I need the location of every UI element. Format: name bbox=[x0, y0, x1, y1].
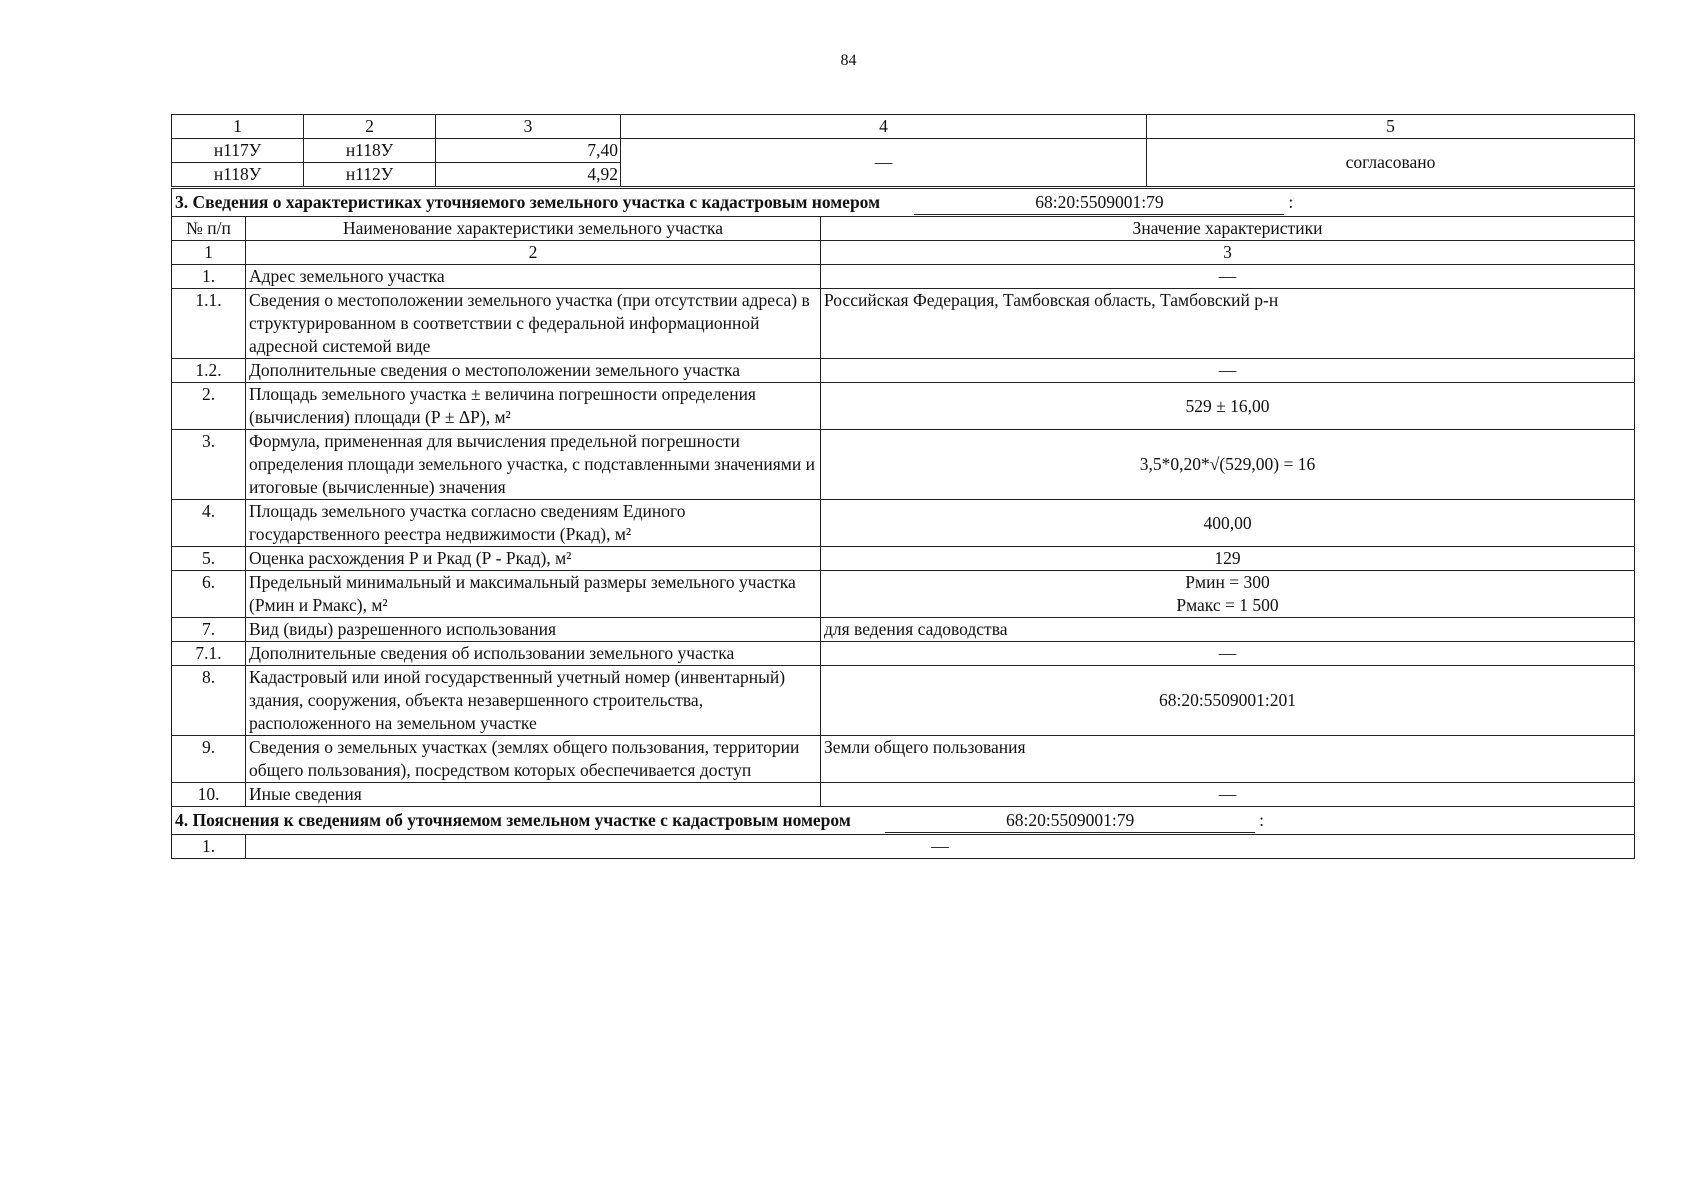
row-value: — bbox=[246, 835, 1635, 859]
section3-title: 3. Сведения о характеристиках уточняемого земельного участка с кадастровым номером bbox=[175, 191, 881, 212]
boundary-col-header: 3 bbox=[436, 115, 621, 139]
table-row bbox=[172, 835, 1635, 859]
boundary-header-row bbox=[172, 115, 1635, 139]
row-num: 4. bbox=[172, 500, 246, 547]
boundary-table bbox=[171, 114, 1635, 187]
row-value: 400,00 bbox=[821, 500, 1635, 547]
boundary-status: согласовано bbox=[1147, 139, 1635, 187]
column-number: 2 bbox=[246, 241, 821, 265]
section3-colon: : bbox=[1288, 191, 1294, 212]
section3-title-row bbox=[172, 189, 1635, 217]
section4-colon: : bbox=[1259, 809, 1264, 830]
row-value: Земли общего пользования bbox=[821, 736, 1635, 783]
table-row bbox=[172, 265, 1635, 289]
row-num: 1. bbox=[172, 835, 246, 859]
table-row bbox=[172, 666, 1635, 736]
section3-title-cell bbox=[172, 189, 1635, 217]
row-num: 8. bbox=[172, 666, 246, 736]
row-name: Площадь земельного участка ± величина погрешности определения (вычисления) площади (Р ± ΔР), м² bbox=[246, 383, 821, 430]
row-name: Дополнительные сведения о местоположении земельного участка bbox=[246, 359, 821, 383]
table-row bbox=[172, 736, 1635, 783]
header-row bbox=[172, 217, 1635, 241]
table-row bbox=[172, 359, 1635, 383]
section4-title-row bbox=[172, 807, 1635, 835]
row-num: 7.1. bbox=[172, 642, 246, 666]
boundary-col-header: 1 bbox=[172, 115, 304, 139]
table-row bbox=[172, 547, 1635, 571]
row-value: — bbox=[821, 642, 1635, 666]
boundary-row bbox=[172, 139, 1635, 163]
row-name: Сведения о местоположении земельного участка (при отсутствии адреса) в структурированном в соответствии с федеральной информационной адресной системой виде bbox=[246, 289, 821, 359]
column-number: 1 bbox=[172, 241, 246, 265]
table-row bbox=[172, 618, 1635, 642]
table-row bbox=[172, 430, 1635, 500]
characteristics-table bbox=[171, 188, 1635, 859]
header-value: Значение характеристики bbox=[821, 217, 1635, 241]
boundary-to-point: н112У bbox=[304, 163, 436, 187]
column-number-row bbox=[172, 241, 1635, 265]
boundary-col4-value: — bbox=[621, 139, 1147, 187]
section4-cadastral-number: 68:20:5509001:79 bbox=[885, 809, 1255, 833]
row-num: 9. bbox=[172, 736, 246, 783]
row-num: 6. bbox=[172, 571, 246, 618]
page-number: 84 bbox=[840, 52, 857, 69]
row-value: — bbox=[821, 265, 1635, 289]
row-name: Дополнительные сведения об использовании земельного участка bbox=[246, 642, 821, 666]
header-num: № п/п bbox=[172, 217, 246, 241]
row-num: 1. bbox=[172, 265, 246, 289]
row-value bbox=[821, 571, 1635, 618]
row-name: Предельный минимальный и максимальный размеры земельного участка (Рмин и Рмакс), м² bbox=[246, 571, 821, 618]
row-name: Оценка расхождения Р и Ркад (Р - Ркад), м² bbox=[246, 547, 821, 571]
row-value: 3,5*0,20*√(529,00) = 16 bbox=[821, 430, 1635, 500]
row-value: — bbox=[821, 359, 1635, 383]
column-number: 3 bbox=[821, 241, 1635, 265]
row-num: 3. bbox=[172, 430, 246, 500]
row-name: Формула, примененная для вычисления предельной погрешности определения площади земельного участка, с подставленными значениями и итоговые (вычисленные) значения bbox=[246, 430, 821, 500]
row-value: Российская Федерация, Тамбовская область, Тамбовский р-н bbox=[821, 289, 1635, 359]
row-name: Иные сведения bbox=[246, 783, 821, 807]
row-name: Адрес земельного участка bbox=[246, 265, 821, 289]
boundary-from-point: н118У bbox=[172, 163, 304, 187]
row-value: 129 bbox=[821, 547, 1635, 571]
row-num: 1.2. bbox=[172, 359, 246, 383]
boundary-to-point: н118У bbox=[304, 139, 436, 163]
row-num: 10. bbox=[172, 783, 246, 807]
row-name: Площадь земельного участка согласно сведениям Единого государственного реестра недвижимости (Ркад), м² bbox=[246, 500, 821, 547]
table-row bbox=[172, 383, 1635, 430]
min-size-value: Рмин = 300 bbox=[1185, 572, 1270, 592]
row-value: для ведения садоводства bbox=[821, 618, 1635, 642]
section4-title-cell bbox=[172, 807, 1635, 835]
table-row bbox=[172, 500, 1635, 547]
row-value: 68:20:5509001:201 bbox=[821, 666, 1635, 736]
section4-title: 4. Пояснения к сведениям об уточняемом земельном участке с кадастровым номером bbox=[175, 809, 851, 830]
row-name: Сведения о земельных участках (землях общего пользования, территории общего пользования), посредством которых обеспечивается доступ bbox=[246, 736, 821, 783]
row-num: 7. bbox=[172, 618, 246, 642]
table-row bbox=[172, 289, 1635, 359]
row-num: 5. bbox=[172, 547, 246, 571]
max-size-value: Рмакс = 1 500 bbox=[1176, 595, 1279, 615]
boundary-col-header: 2 bbox=[304, 115, 436, 139]
row-name: Кадастровый или иной государственный учетный номер (инвентарный) здания, сооружения, объекта незавершенного строительства, расположенного на земельном участке bbox=[246, 666, 821, 736]
row-num: 1.1. bbox=[172, 289, 246, 359]
table-row bbox=[172, 783, 1635, 807]
row-name: Вид (виды) разрешенного использования bbox=[246, 618, 821, 642]
table-row bbox=[172, 571, 1635, 618]
boundary-length: 4,92 bbox=[436, 163, 621, 187]
row-value: 529 ± 16,00 bbox=[821, 383, 1635, 430]
section3-cadastral-number: 68:20:5509001:79 bbox=[914, 191, 1284, 215]
boundary-from-point: н117У bbox=[172, 139, 304, 163]
boundary-col-header: 4 bbox=[621, 115, 1147, 139]
row-value: — bbox=[821, 783, 1635, 807]
header-name: Наименование характеристики земельного участка bbox=[246, 217, 821, 241]
row-num: 2. bbox=[172, 383, 246, 430]
table-row bbox=[172, 642, 1635, 666]
boundary-length: 7,40 bbox=[436, 139, 621, 163]
boundary-col-header: 5 bbox=[1147, 115, 1635, 139]
